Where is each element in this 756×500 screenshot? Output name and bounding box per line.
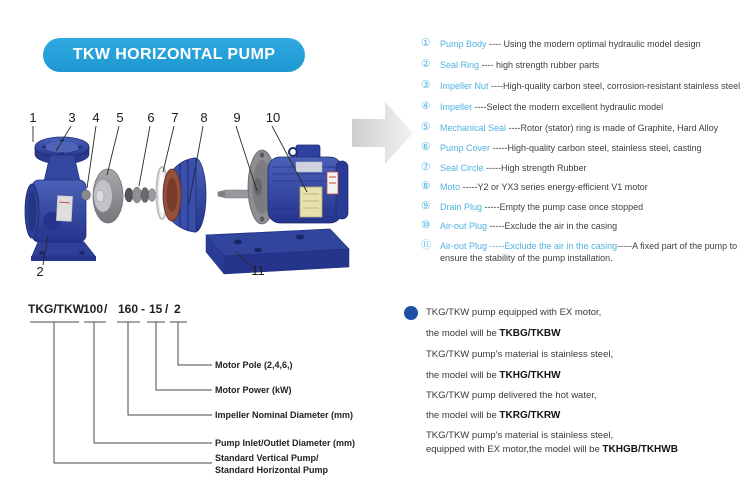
note-text: the model will be — [426, 328, 500, 339]
page-title: TKW HORIZONTAL PUMP — [72, 46, 276, 63]
label-impeller-diameter: Impeller Nominal Diameter (mm) — [215, 410, 354, 420]
part-desc-highlight: -----Exclude the air in the casing — [487, 241, 618, 251]
list-item — [421, 162, 587, 174]
circled-number: ⑨ — [421, 200, 431, 212]
note-code: TKBG/TKBW — [499, 328, 561, 339]
part-desc: -----Empty the pump case once stopped — [482, 202, 644, 212]
model-code-dash: - — [141, 302, 145, 316]
callout-10: 10 — [265, 110, 281, 125]
note-text: TKG/TKW pump delivered the hot water, — [426, 390, 597, 401]
part-name: Pump Cover — [440, 143, 491, 153]
callout-5: 5 — [116, 110, 124, 125]
list-item — [421, 80, 740, 92]
part-desc: ----Select the modern excellent hydraulic model — [472, 102, 664, 112]
label-motor-power: Motor Power (kW) — [215, 385, 292, 395]
circled-number: ⑥ — [421, 141, 431, 153]
part-desc: ---- Using the modern optimal hydraulic model design — [486, 39, 701, 49]
note-text: the model will be — [426, 410, 500, 421]
list-item — [421, 101, 663, 113]
label-motor-pole: Motor Pole (2,4,6,) — [215, 360, 293, 370]
note-text: TKG/TKW pump equipped with EX motor, — [426, 307, 602, 318]
part-desc: -----Exclude the air in the casing — [487, 221, 618, 231]
callout-11: 11 — [251, 263, 265, 278]
note-text: TKG/TKW pump's material is stainless steel, — [426, 349, 614, 360]
circled-number: ⑦ — [421, 161, 431, 173]
list-item — [421, 181, 648, 193]
list-item — [421, 122, 718, 134]
part-name: Impeller Nut — [440, 81, 489, 91]
part-desc: -----High-quality carbon steel, stainless steel, casting — [490, 143, 702, 153]
model-code-pole: 2 — [174, 302, 181, 316]
pump-cover-illustration — [163, 158, 206, 232]
part-desc: ----Rotor (stator) ring is made of Graphite, Hard Alloy — [506, 123, 719, 133]
label-pump-type-line2: Standard Horizontal Pump — [215, 465, 329, 475]
part-desc: ---- high strength rubber parts — [479, 60, 600, 70]
circled-number: ⑩ — [421, 219, 431, 231]
model-code-slash2: / — [165, 302, 169, 316]
circled-number: ⑪ — [421, 239, 432, 251]
model-code-brand: TKG/TKW — [28, 302, 84, 316]
callout-2: 2 — [36, 264, 44, 279]
circled-number: ④ — [421, 100, 431, 112]
list-item — [421, 220, 617, 232]
model-code-impeller: 160 — [118, 302, 139, 316]
part-desc: -----Y2 or YX3 series energy-efficient V1 motor — [460, 182, 648, 192]
circled-number: ⑤ — [421, 121, 431, 133]
model-code-inlet: 100 — [83, 302, 104, 316]
impeller-illustration — [82, 169, 124, 223]
note-text: the model will be — [426, 370, 500, 381]
list-item — [421, 142, 702, 154]
list-item — [421, 38, 701, 50]
circled-number: ② — [421, 58, 431, 70]
mechanical-seal-illustration — [122, 187, 158, 203]
note-line — [426, 430, 613, 441]
bullet-circle-icon — [404, 306, 418, 320]
part-name: Air-out Plug — [440, 241, 488, 251]
note-line — [426, 390, 597, 401]
callout-4: 4 — [92, 110, 100, 125]
callout-1: 1 — [29, 110, 37, 125]
note-text: equipped with EX motor,the model will be — [426, 444, 603, 455]
part-desc: -----High strength Rubber — [483, 163, 587, 173]
part-desc: -----A fixed part of the pump to ensure the stability of the pump installation. — [440, 241, 738, 263]
list-item — [421, 240, 756, 264]
label-pump-type-line1: Standard Vertical Pump/ — [215, 453, 319, 463]
part-name: Pump Body — [440, 39, 487, 49]
motor-illustration — [218, 145, 348, 224]
pump-exploded-diagram — [0, 95, 430, 300]
note-line — [426, 328, 561, 339]
part-name: Moto — [440, 182, 461, 192]
part-name: Impeller — [440, 102, 473, 112]
note-line — [426, 349, 613, 360]
callout-9: 9 — [233, 110, 241, 125]
callout-6: 6 — [147, 110, 155, 125]
circled-number: ① — [421, 37, 431, 49]
note-code: TKRG/TKRW — [499, 410, 561, 421]
part-name: Air-out Plug — [440, 221, 488, 231]
note-line — [426, 410, 560, 421]
part-name: Mechanical Seal — [440, 123, 507, 133]
list-item — [421, 59, 599, 71]
motor-base-illustration — [206, 229, 349, 274]
part-desc: ----High-quality carbon steel, corrosion-resistant stainless steel — [488, 81, 741, 91]
note-code: TKHGB/TKHWB — [602, 444, 678, 455]
circled-number: ③ — [421, 79, 431, 91]
note-line — [426, 307, 601, 318]
note-code: TKHG/TKHW — [499, 370, 561, 381]
label-inlet-diameter: Pump Inlet/Outlet Diameter (mm) — [215, 438, 356, 448]
arrow-right-icon — [352, 102, 413, 164]
part-name: Seal Ring — [440, 60, 480, 70]
parts-description-list — [421, 0, 756, 300]
part-name: Drain Plug — [440, 202, 483, 212]
callout-3: 3 — [68, 110, 76, 125]
page-title-banner — [43, 38, 305, 72]
part-name: Seal Circle — [440, 163, 484, 173]
note-line — [426, 370, 561, 381]
callout-7: 7 — [171, 110, 179, 125]
note-text: TKG/TKW pump's material is stainless steel, — [426, 430, 614, 441]
circled-number: ⑧ — [421, 180, 431, 192]
note-line — [426, 444, 678, 455]
model-code-slash: / — [104, 302, 108, 316]
model-code-power: 15 — [149, 302, 163, 316]
list-item — [421, 201, 643, 213]
callout-8: 8 — [200, 110, 208, 125]
